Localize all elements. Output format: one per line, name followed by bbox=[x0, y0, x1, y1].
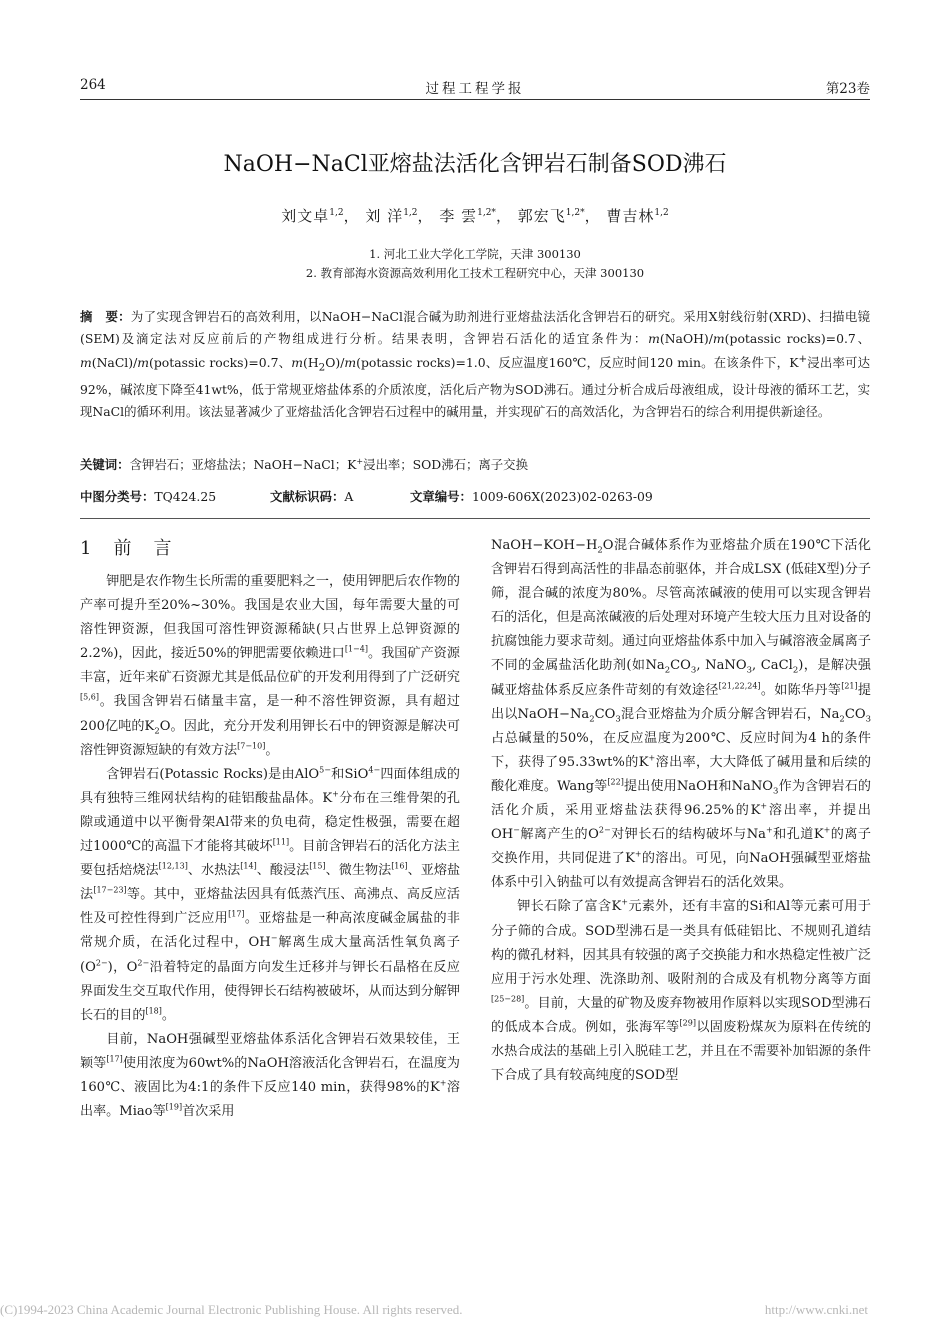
text: 占总碱量的50%，在反应温度为200℃、反应时间为4 h的条件下，获得了95.33wt%的K bbox=[491, 730, 871, 770]
abstract-var: m bbox=[648, 330, 660, 346]
subscript: 3 bbox=[746, 666, 752, 677]
paragraph bbox=[80, 570, 460, 763]
text: )，O bbox=[107, 959, 138, 975]
text: , NaNO bbox=[696, 658, 747, 674]
section-rule bbox=[80, 518, 870, 519]
superscript: − bbox=[270, 934, 278, 944]
superscript: − bbox=[513, 825, 520, 835]
author: 刘文卓 bbox=[281, 207, 330, 225]
citation: [22] bbox=[607, 777, 624, 787]
text: 溶出率，大大降低了碱用量和后续的酸化难度。Wang等 bbox=[491, 754, 871, 794]
text: 含钾岩石(Potassic Rocks)是由AlO bbox=[106, 766, 320, 782]
text: 。我国矿产资源丰富，近年来矿石资源尤其是低品位矿的开发利用得到了广泛研究 bbox=[80, 646, 460, 686]
text: 首次采用 bbox=[182, 1104, 235, 1120]
clc-value: TQ424.25 bbox=[154, 489, 217, 504]
subscript: 2 bbox=[839, 714, 845, 725]
subscript: 2 bbox=[664, 666, 671, 677]
citation: [17] bbox=[228, 909, 245, 919]
author-affiliation-mark: 1,2 bbox=[403, 208, 418, 218]
text: 钾肥是农作物生长所需的重要肥料之一，使用钾肥后农作物的产率可提升至20%~30%。我国是农业大国，每年需要大量的可溶性钾资源，但我国可溶性钾资源稀缺(只占世界上总钾资源的2.2%)，因此，接近50%的钾肥需要依赖进口 bbox=[80, 574, 460, 662]
text: 和孔道K bbox=[772, 827, 824, 843]
superscript: 4− bbox=[368, 765, 381, 775]
abstract-text: 浸出率可达92%，碱浓度下降至41wt%，低于常规亚熔盐体系的介质浓度，活化后产物为SOD沸石。通过分析合成后母液组成，设计母液的循环工艺，实现NaCl的循环利用。该法显著减少了亚熔盐活化含钾岩石过程中的碱用量，并实现矿石的高效活化，为含钾岩石的综合利用提供新途径。 bbox=[80, 355, 871, 419]
doc-value: A bbox=[344, 489, 354, 504]
text: 等。其中，亚熔盐法因具有低蒸汽压、高沸点、高反应活性及可控性得到广泛应用 bbox=[80, 887, 461, 927]
abstract-text: 为了实现含钾岩石的高效利用，以NaOH−NaCl混合碱为助剂进行亚熔盐法活化含钾岩石的研究。采用X射线衍射(XRD)、扫描电镜(SEM)及滴定法对反应前后的产物组成进行分析。结果表明，含钾岩石活化的适宜条件为： bbox=[80, 309, 870, 346]
text: 元素外，还有丰富的Si和Al等元素可用于分子筛的合成。SOD型沸石是一类具有低硅铝比、不规则孔道结构的微孔材料，因其具有较强的离子交换能力和水热稳定性被广泛应用于污水处理、洗涤助剂、吸附剂的合成及有机物分离等方面 bbox=[491, 899, 871, 987]
subscript: 2 bbox=[589, 714, 595, 725]
citation: [16] bbox=[391, 861, 408, 871]
abstract-var: m bbox=[137, 355, 150, 371]
left-column bbox=[80, 534, 460, 1124]
author-affiliation-mark: 1,2* bbox=[477, 208, 496, 218]
citation: [5,6] bbox=[80, 693, 99, 703]
text: 、酸浸法 bbox=[256, 863, 310, 879]
superscript: + bbox=[356, 456, 364, 466]
section-heading bbox=[80, 534, 460, 570]
text: 对钾长石的结构破坏与Na bbox=[610, 827, 766, 843]
author-affiliation-mark: 1,2* bbox=[565, 208, 585, 218]
superscript: + bbox=[823, 825, 831, 835]
publisher-url[interactable]: http://www.cnki.net bbox=[764, 1302, 868, 1317]
text: 混合亚熔盐为介质分解含钾岩石，Na bbox=[620, 706, 840, 722]
section-title: 前 言 bbox=[113, 538, 174, 559]
text: 、微生物法 bbox=[325, 863, 392, 879]
keywords-text: 浸出率；SOD沸石；离子交换 bbox=[363, 457, 528, 472]
text: 。目前，大量的矿物及废弃物被用作原料以实现SOD型沸石的低成本合成。例如，张海军等 bbox=[491, 995, 871, 1035]
article-number bbox=[410, 487, 653, 505]
paragraph bbox=[80, 1028, 460, 1124]
text: 、水热法 bbox=[187, 863, 241, 879]
citation: [7−10] bbox=[237, 741, 266, 751]
superscript: + bbox=[439, 1078, 447, 1088]
abstract-var: m bbox=[291, 355, 303, 371]
superscript: + bbox=[648, 753, 656, 763]
text: 和SiO bbox=[330, 766, 369, 782]
superscript: + bbox=[634, 849, 642, 859]
text: 。 bbox=[161, 1007, 175, 1023]
text: 。 bbox=[265, 742, 279, 758]
abstract-text: (NaOH)/ bbox=[659, 330, 713, 346]
citation: [19] bbox=[165, 1102, 183, 1112]
text: 分布在三维骨架的孔隙或通道中以平衡骨架Al带来的负电荷，稳定性极强，需要在超过1000℃的高温下才能将其破坏 bbox=[80, 790, 460, 855]
text: 解离产生的O bbox=[519, 827, 599, 843]
text: 提出以NaOH−Na bbox=[491, 682, 872, 722]
clc-label: 中图分类号： bbox=[80, 489, 155, 504]
text: 的离子交换作用，共同促进了K bbox=[491, 827, 872, 867]
citation: [1−4] bbox=[344, 644, 368, 654]
text: 、亚熔盐法 bbox=[80, 863, 461, 903]
journal-name: 过程工程学报 bbox=[425, 81, 525, 97]
subscript: 2 bbox=[792, 666, 799, 677]
text: 。如陈华丹等 bbox=[760, 682, 842, 698]
abstract-text: (NaCl)/ bbox=[91, 355, 138, 371]
superscript: + bbox=[765, 825, 773, 835]
citation: [25−28] bbox=[491, 994, 525, 1004]
paper-title: NaOH−NaCl亚熔盐法活化含钾岩石制备SOD沸石 bbox=[223, 152, 727, 177]
volume-label: 第23卷 bbox=[825, 81, 870, 97]
author-affiliation-mark: 1,2 bbox=[654, 208, 669, 218]
superscript: + bbox=[798, 353, 808, 366]
superscript: 2− bbox=[598, 825, 611, 835]
clc-code bbox=[80, 487, 216, 505]
citation: [17−23] bbox=[93, 885, 127, 895]
text: 钾长石除了富含K bbox=[517, 899, 622, 915]
doc-label: 文献标识码： bbox=[270, 489, 345, 504]
citation: [29] bbox=[679, 1018, 696, 1028]
text: O。因此，充分开发利用钾长石中的钾资源是解决可溶性钾资源短缺的有效方法 bbox=[80, 718, 461, 758]
text: 解离生成大量高活性氧负离子(O bbox=[80, 935, 460, 975]
citation: [14] bbox=[240, 861, 257, 871]
citation: [18] bbox=[145, 1006, 162, 1016]
citation: [21,22,24] bbox=[718, 681, 761, 691]
author: 曹吉林 bbox=[606, 207, 655, 225]
abstract-text: (H bbox=[303, 355, 319, 371]
text: 溶出率，并提出OH bbox=[491, 803, 872, 843]
keywords-label: 关键词： bbox=[80, 457, 130, 472]
author-list bbox=[80, 205, 870, 226]
superscript: + bbox=[332, 789, 339, 799]
author: 刘 洋 bbox=[365, 207, 404, 225]
text: 的溶出。可见，向NaOH强碱型亚熔盐体系中引入钠盐可以有效提高含钾岩石的活化效果。 bbox=[491, 851, 871, 891]
text: 四面体组成的具有独特三维网状结构的硅铝酸盐晶体。K bbox=[80, 766, 460, 806]
author-affiliation-mark: 1,2 bbox=[329, 208, 344, 218]
citation: [21] bbox=[841, 681, 858, 691]
text: CO bbox=[670, 658, 691, 674]
doc-code bbox=[270, 487, 353, 505]
citation: [12,13] bbox=[158, 861, 188, 871]
author-separator: ， bbox=[584, 207, 601, 225]
text: , CaCl bbox=[752, 658, 793, 674]
keywords bbox=[80, 455, 870, 473]
abstract-var: m bbox=[712, 330, 725, 346]
header-rule bbox=[80, 99, 870, 100]
text: 。我国含钾岩石储量丰富，是一种不溶性钾资源，具有超过200亿吨的K bbox=[80, 694, 460, 734]
abstract-text: O)/ bbox=[325, 355, 345, 371]
author-separator: ， bbox=[417, 207, 434, 225]
author-separator: ， bbox=[495, 207, 512, 225]
text: O混合碱体系作为亚熔盐介质在190℃下活化含钾岩石得到高活性的非晶态前驱体，并合成LSX (低硅X型)分子筛，混合碱的浓度为80%。尽管高浓碱液的使用可以实现含钾岩石的活化，但是高浓碱液的后处理对环境产生较大压力且对设备的抗腐蚀能力要求苛刻。通过向亚熔盐体系中加入与碱溶液金属离子不同的金属盐活化助剂(如Na bbox=[491, 538, 871, 674]
text: 。目前含钾岩石的活化方法主要包括焙烧法 bbox=[80, 839, 460, 879]
author-separator: ， bbox=[343, 207, 360, 225]
text: 作为含钾岩石的活化介质，采用亚熔盐法获得96.25%的K bbox=[491, 778, 872, 819]
paragraph bbox=[491, 534, 871, 895]
superscript: 2− bbox=[137, 958, 150, 968]
subscript: 3 bbox=[865, 714, 871, 725]
subscript: 3 bbox=[690, 666, 697, 677]
text: CO bbox=[594, 706, 616, 722]
superscript: 2− bbox=[95, 958, 108, 968]
citation: [17] bbox=[106, 1054, 123, 1064]
text: 目前，NaOH强碱型亚熔盐体系活化含钾岩石效果较佳，王颖等 bbox=[80, 1031, 460, 1071]
abstract-var: m bbox=[344, 355, 357, 371]
text: CO bbox=[844, 706, 866, 722]
text: 提出使用NaOH和NaNO bbox=[623, 778, 774, 794]
section-number: 1 bbox=[80, 538, 94, 559]
text: 以固废粉煤灰为原料在传统的水热合成法的基础上引入脱硅工艺，并且在不需要补加铝源的条件下合成了具有较高纯度的SOD型 bbox=[491, 1019, 872, 1084]
abstract-label: 摘 要： bbox=[80, 309, 131, 324]
subscript: 2 bbox=[318, 361, 326, 374]
citation: [11] bbox=[272, 837, 290, 847]
abstract-text: (potassic rocks)=0.7、 bbox=[724, 330, 870, 346]
text: NaOH−KOH−H bbox=[491, 538, 598, 553]
paragraph bbox=[80, 763, 460, 1028]
art-label: 文章编号： bbox=[410, 489, 472, 504]
abstract-var: m bbox=[80, 355, 92, 371]
text: 。亚熔盐是一种高浓度碱金属盐的非常规介质，在活化过程中，OH bbox=[80, 911, 460, 951]
running-header bbox=[80, 77, 870, 101]
text: 沿着特定的晶面方向发生迁移并与钾长石晶格在反应界面发生交互取代作用，使得钾长石结构被破坏，从而达到分解钾长石的目的 bbox=[80, 959, 461, 1023]
abstract bbox=[80, 306, 870, 423]
author: 李 雲 bbox=[439, 207, 478, 225]
superscript: 5− bbox=[319, 765, 331, 775]
citation: [15] bbox=[309, 861, 326, 871]
author: 郭宏飞 bbox=[517, 207, 566, 225]
subscript: 3 bbox=[615, 714, 621, 725]
superscript: + bbox=[621, 898, 628, 908]
abstract-text: (potassic rocks)=1.0、反应温度160℃，反应时间120 min。在该条件下，K bbox=[356, 355, 799, 371]
affiliation-1: 1. 河北工业大学化工学院，天津 300130 bbox=[369, 247, 581, 261]
page-number: 264 bbox=[80, 77, 106, 93]
subscript: 3 bbox=[773, 786, 779, 797]
superscript: + bbox=[760, 801, 768, 811]
text: )，是解决强碱亚熔盐体系反应条件苛刻的有效途径 bbox=[491, 658, 872, 698]
right-column bbox=[491, 534, 871, 1088]
subscript: 2 bbox=[154, 726, 160, 737]
subscript: 2 bbox=[597, 545, 603, 556]
text: 使用浓度为60wt%的NaOH溶液活化含钾岩石，在温度为160℃、液固比为4:1的条件下反应140 min，获得98%的K bbox=[80, 1055, 460, 1095]
copyright-text: (C)1994-2023 China Academic Journal Electronic Publishing House. All rights reserved. bbox=[0, 1302, 463, 1317]
paragraph bbox=[491, 895, 871, 1088]
affiliation-2: 2. 教育部海水资源高效利用化工技术工程研究中心，天津 300130 bbox=[305, 266, 645, 280]
art-value: 1009-606X(2023)02-0263-09 bbox=[471, 489, 653, 504]
abstract-text: (potassic rocks)=0.7、 bbox=[149, 355, 292, 371]
text: 溶出率。Miao等 bbox=[80, 1079, 461, 1120]
keywords-text: 含钾岩石；亚熔盐法；NaOH−NaCl；K bbox=[129, 457, 357, 472]
